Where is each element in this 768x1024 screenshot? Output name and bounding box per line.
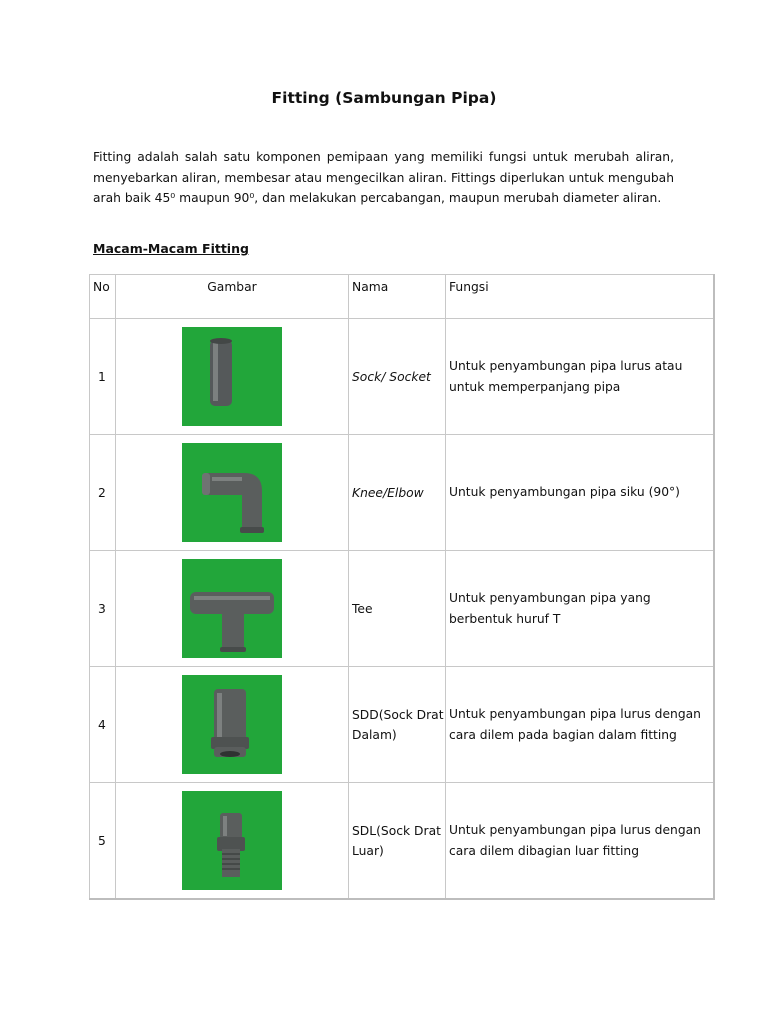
table-row <box>90 435 714 551</box>
fitting-function: Untuk penyambungan pipa lurus dengan cara dilem pada bagian dalam fitting <box>446 667 714 783</box>
sdd-fitting-photo <box>182 675 282 774</box>
row-number: 2 <box>90 435 116 551</box>
row-number: 1 <box>90 319 116 435</box>
header-gambar: Gambar <box>116 275 349 319</box>
section-heading: Macam-Macam Fitting <box>93 241 249 256</box>
row-number: 3 <box>90 551 116 667</box>
row-number: 5 <box>90 783 116 900</box>
header-nama: Nama <box>349 275 446 319</box>
header-fungsi: Fungsi <box>446 275 714 319</box>
page-title: Fitting (Sambungan Pipa) <box>271 89 497 107</box>
fitting-function: Untuk penyambungan pipa yang berbentuk huruf T <box>446 551 714 667</box>
fitting-function: Untuk penyambungan pipa lurus dengan cara dilem dibagian luar fitting <box>446 783 714 900</box>
header-no: No <box>90 275 116 319</box>
sdl-fitting-photo <box>182 791 282 890</box>
fitting-function: Untuk penyambungan pipa lurus atau untuk memperpanjang pipa <box>446 319 714 435</box>
fitting-name: SDD(Sock Drat Dalam) <box>349 667 446 783</box>
intro-paragraph: Fitting adalah salah satu komponen pemipaan yang memiliki fungsi untuk merubah aliran, menyebarkan aliran, membesar atau mengecilkan aliran. Fittings diperlukan untuk mengubah arah baik 45⁰ maupun 90⁰, dan melakukan percabangan, maupun merubah diameter aliran. <box>93 150 674 205</box>
table-row <box>90 319 714 435</box>
fitting-function: Untuk penyambungan pipa siku (90°) <box>446 435 714 551</box>
table-header-row <box>90 275 714 319</box>
table-row <box>90 551 714 667</box>
fitting-name: Knee/Elbow <box>349 435 446 551</box>
fitting-table <box>89 274 715 900</box>
tee-fitting-photo <box>182 559 282 658</box>
row-number: 4 <box>90 667 116 783</box>
socket-fitting-photo <box>182 327 282 426</box>
fitting-name: SDL(Sock Drat Luar) <box>349 783 446 900</box>
table-row <box>90 783 714 900</box>
table-row <box>90 667 714 783</box>
fitting-name: Sock/ Socket <box>349 319 446 435</box>
fitting-name: Tee <box>349 551 446 667</box>
elbow-fitting-photo <box>182 443 282 542</box>
